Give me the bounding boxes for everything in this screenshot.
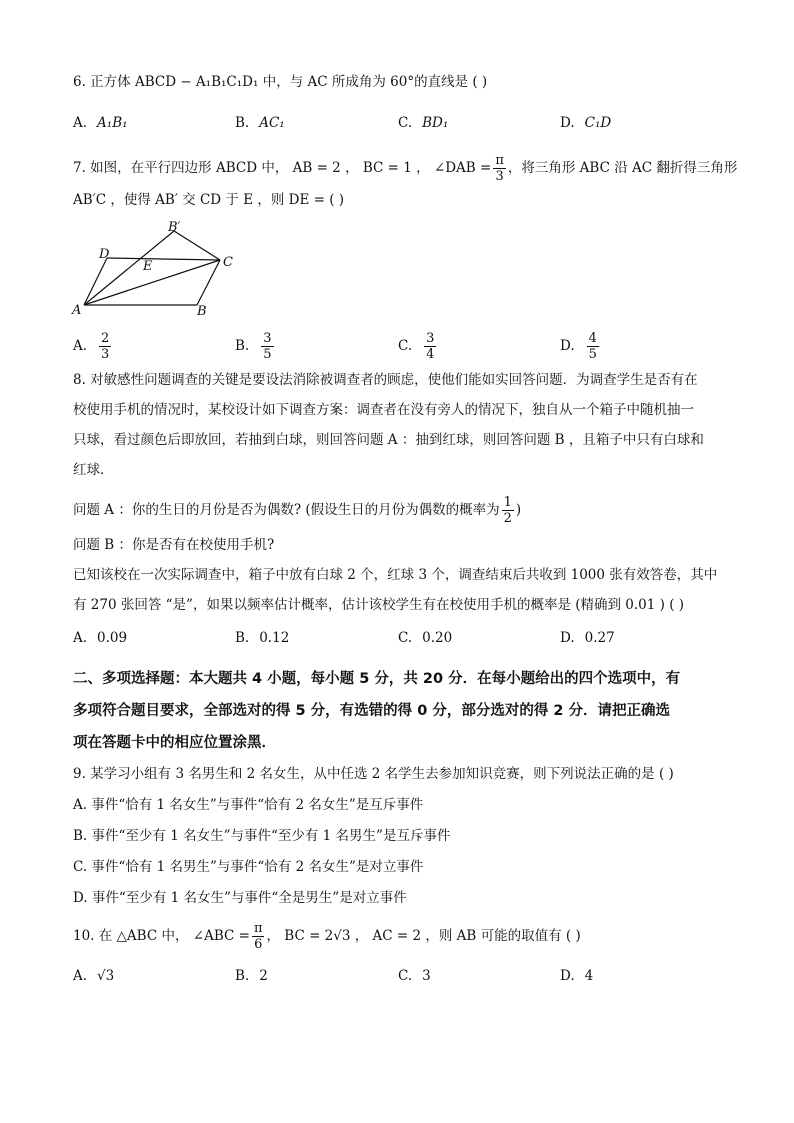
q6-options <box>73 113 733 137</box>
q7-parallelogram-figure <box>70 218 250 318</box>
q8-option-c: C. 0.20 <box>398 630 453 646</box>
label-c: C <box>223 255 233 270</box>
q9-option-a: A. 事件“恰有 1 名女生”与事件“恰有 2 名女生”是互斥事件 <box>73 797 424 813</box>
q6-option-b: B. AC₁ <box>235 115 285 131</box>
q10-option-d: D. 4 <box>560 968 594 984</box>
q10-option-a: A. √3 <box>73 968 115 984</box>
q8-option-a: A. 0.09 <box>73 630 128 646</box>
q9-stem: 9. 某学习小组有 3 名男生和 2 名女生，从中任选 2 名学生去参加知识竞赛，则下列说法正确的是 ( ) <box>73 766 674 782</box>
section2-heading-line3: 项在答题卡中的相应位置涂黑． <box>73 735 276 751</box>
q9-option-c: C. 事件“恰有 1 名男生”与事件“恰有 2 名女生”是对立事件 <box>73 859 424 875</box>
q7-option-d: D. $\frac{4}{5}$ <box>560 331 597 362</box>
q6-option-a: A. A₁B₁ <box>73 115 128 131</box>
q7-stem-line1: 7. 如图，在平行四边形 ABCD 中， AB = 2 ， BC = 1 ， ∠DAB = $\frac{\pi}{3}$ ，将三角形 ABC 沿 AC 翻折得三角形 <box>73 153 738 184</box>
q7-option-a: A. $\frac{2}{3}$ <box>73 331 110 362</box>
q7-angle-fraction: $\frac{\pi}{3}$ <box>495 153 504 184</box>
label-b: B <box>197 304 207 318</box>
q10-stem: 10. 在 △ABC 中， ∠ABC = $\frac{\pi}{6}$ ， BC = 2√3 ， AC = 2 ，则 AB 可能的取值有 ( ) <box>73 921 581 952</box>
q8-option-b: B. 0.12 <box>235 630 290 646</box>
q8-option-d: D. 0.27 <box>560 630 615 646</box>
q6-option-d: D. C₁D <box>560 115 612 131</box>
q10-option-c: C. 3 <box>398 968 431 984</box>
q9-option-b: B. 事件“至少有 1 名女生”与事件“至少有 1 名男生”是互斥事件 <box>73 828 451 844</box>
q7-option-b: B. $\frac{3}{5}$ <box>235 331 272 362</box>
q8-question-a: 问题 A ：你的生日的月份是否为偶数? (假设生日的月份为偶数的概率为 $\frac{1}{2}$ ) <box>73 495 522 526</box>
q7-option-c: C. $\frac{3}{4}$ <box>398 331 435 362</box>
q7-stem-line2: AB′C ，使得 AB′ 交 CD 于 E ，则 DE = ( ) <box>73 192 345 208</box>
label-e: E <box>143 259 153 274</box>
section2-heading-line2: 多项符合题目要求，全部选对的得 5 分，有选错的得 0 分，部分选对的得 2 分．请把正确选 <box>73 703 671 719</box>
q8-para-line3: 只球，看过颜色后即放回，若抽到白球，则回答问题 A ：抽到红球，则回答问题 B ，且箱子中只有白球和 <box>73 432 704 448</box>
q8-known-line1: 已知该校在一次实际调查中，箱子中放有白球 2 个，红球 3 个，调查结束后共收到 1000 张有效答卷，其中 <box>73 567 718 583</box>
label-d: D <box>99 247 110 262</box>
q6-option-c: C. BD₁ <box>398 115 449 131</box>
q7-options <box>73 330 733 362</box>
q8-options <box>73 628 733 652</box>
q8-para-line2: 校使用手机的情况时，某校设计如下调查方案：调查者在没有旁人的情况下，独自从一个箱子中随机抽一 <box>73 402 694 418</box>
q10-option-b: B. 2 <box>235 968 268 984</box>
q8-para-line4: 红球． <box>73 462 114 478</box>
q8-para-line1: 8. 对敏感性问题调查的关键是要设法消除被调查者的顾虑，使他们能如实回答问题．为调查学生是否有在 <box>73 372 698 388</box>
label-b-prime: B′ <box>168 220 181 235</box>
q8-known-line2: 有 270 张回答 “是”，如果以频率估计概率，估计该校学生有在校使用手机的概率是 (精确到 0.01 ) ( ) <box>73 597 685 613</box>
q8-question-b: 问题 B ：你是否有在校使用手机? <box>73 537 275 553</box>
q9-option-d: D. 事件“至少有 1 名女生”与事件“全是男生”是对立事件 <box>73 890 407 906</box>
q10-options <box>73 966 733 990</box>
label-a: A <box>72 303 82 318</box>
q6-stem: 6. 正方体 ABCD − A₁B₁C₁D₁ 中，与 AC 所成角为 60°的直线是 ( ) <box>73 74 488 90</box>
section2-heading-line1: 二、多项选择题：本大题共 4 小题，每小题 5 分，共 20 分．在每小题给出的四个选项中，有 <box>73 671 681 687</box>
